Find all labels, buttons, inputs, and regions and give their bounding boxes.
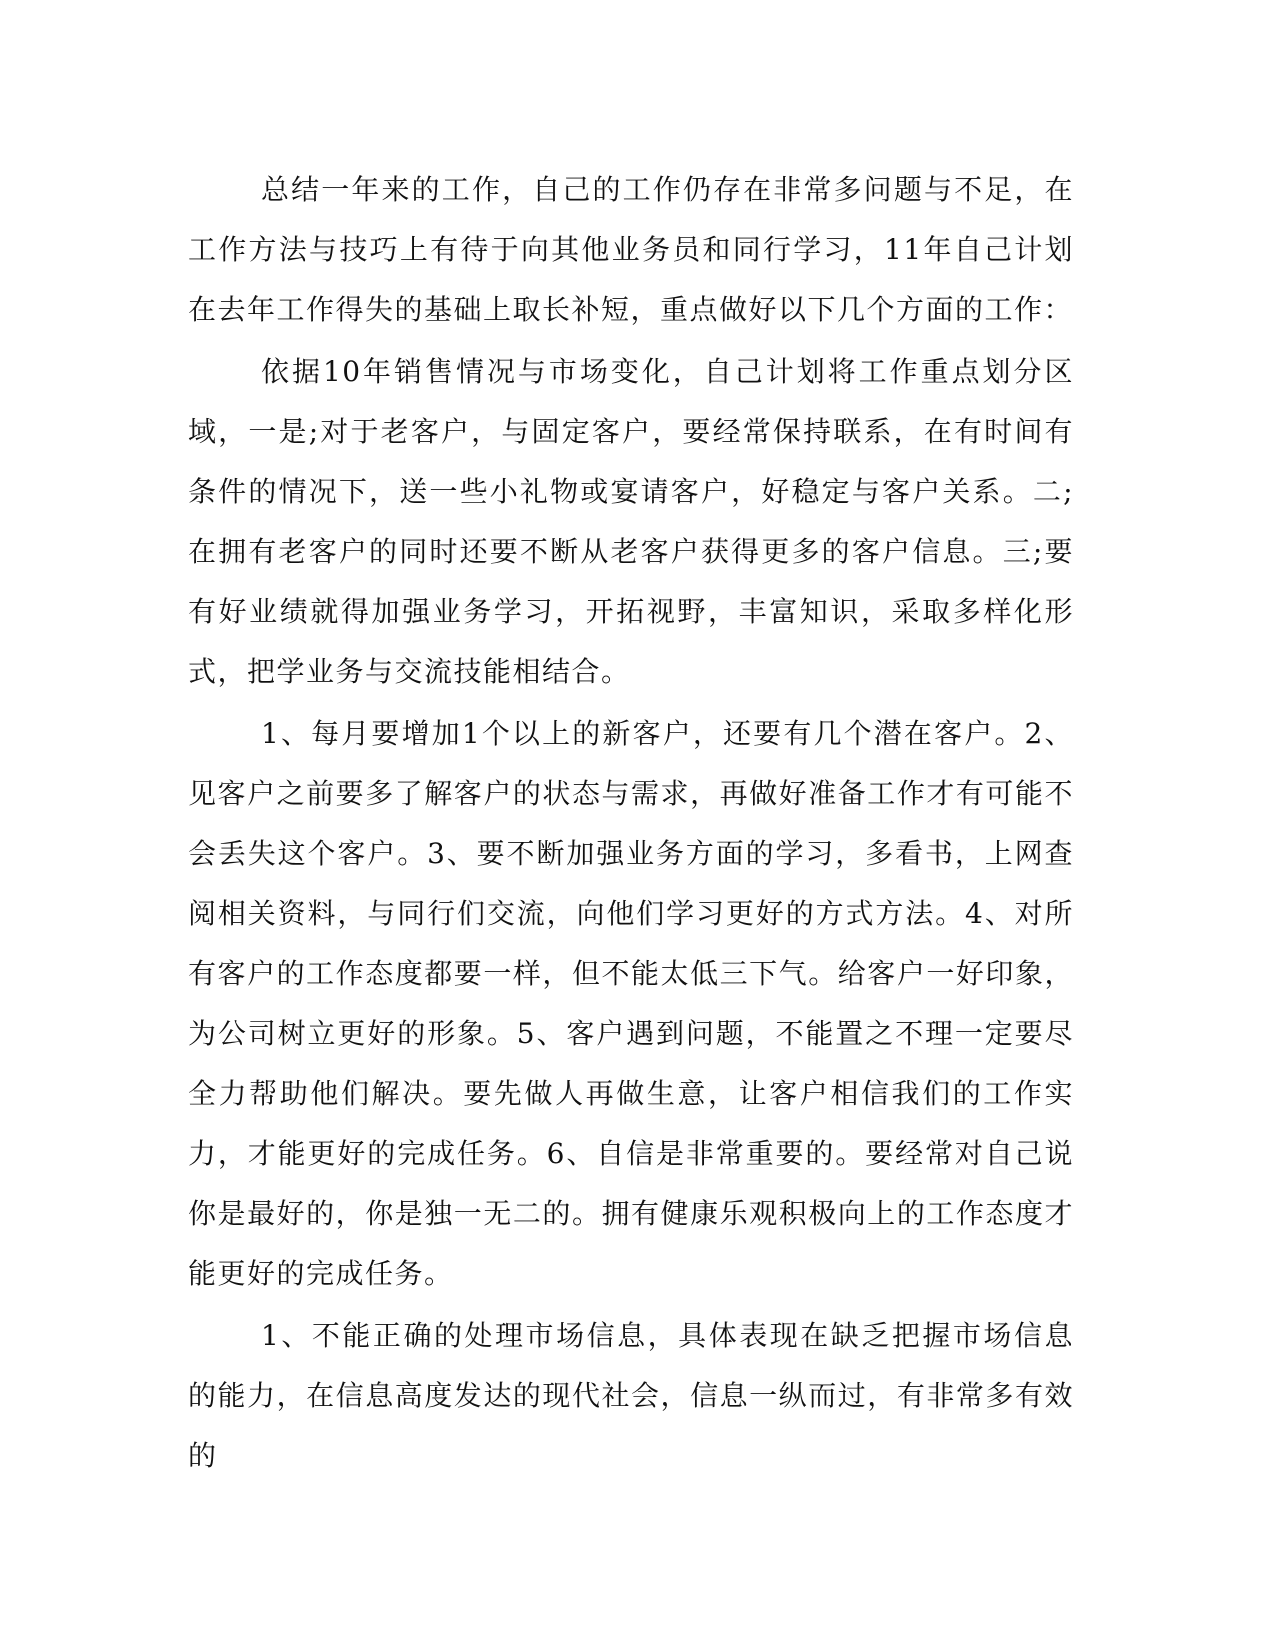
paragraph-shortcomings: 1、不能正确的处理市场信息，具体表现在缺乏把握市场信息的能力，在信息高度发达的现代社会，信息一纵而过，有非常多有效的	[188, 1319, 1074, 1472]
paragraph-action-items: 1、每月要增加1个以上的新客户，还要有几个潜在客户。2、见客户之前要多了解客户的状态与需求，再做好准备工作才有可能不会丢失这个客户。3、要不断加强业务方面的学习，多看书，上网查阅相关资料，与同行们交流，向他们学习更好的方式方法。4、对所有客户的工作态度都要一样，但不能太低三下气。给客户一好印象，为公司树立更好的形象。5、客户遇到问题，不能置之不理一定要尽全力帮助他们解决。要先做人再做生意，让客户相信我们的工作实力，才能更好的完成任务。6、自信是非常重要的。要经常对自己说你是最好的，你是独一无二的。拥有健康乐观积极向上的工作态度才能更好的完成任务。	[188, 717, 1074, 1290]
paragraph-sales-region-plan: 依据10年销售情况与市场变化，自己计划将工作重点划分区域，一是;对于老客户，与固定客户，要经常保持联系，在有时间有条件的情况下，送一些小礼物或宴请客户，好稳定与客户关系。二;在拥有老客户的同时还要不断从老客户获得更多的客户信息。三;要有好业绩就得加强业务学习，开拓视野，丰富知识，采取多样化形式，把学业务与交流技能相结合。	[188, 355, 1074, 688]
paragraph-work-summary: 总结一年来的工作，自己的工作仍存在非常多问题与不足，在工作方法与技巧上有待于向其他业务员和同行学习，11年自己计划在去年工作得失的基础上取长补短，重点做好以下几个方面的工作：	[188, 173, 1074, 326]
